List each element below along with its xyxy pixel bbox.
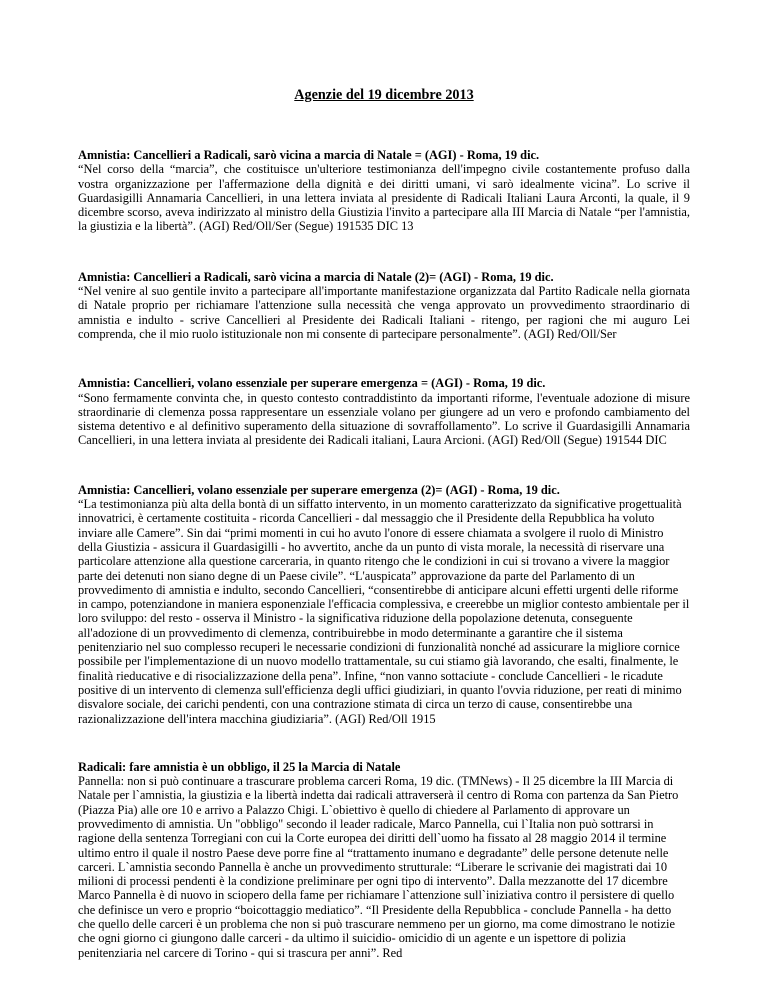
- news-item: [78, 148, 690, 234]
- news-body: “La testimonianza più alta della bontà di un siffatto intervento, in un momento caratterizzato da significative progettualità innovatrici, è certamente costituita - ricorda Cancellieri - dal messaggio che il Presidente della Repubblica ha voluto inviare alle Camere”. Sin dai “primi momenti in cui ho avuto l'onore di essere chiamata a svolgere il ruolo di Ministro della Giustizia - assicura il Guardasigilli - ho avvertito, anche da un punto di vista morale, la necessità di riservare una particolare attenzione alla questione carceraria, in quanto ritengo che le condizioni in cui si trovano a vivere la maggior parte dei detenuti non siano degne di un Paese civile”. “L'auspicata” approvazione da parte del Parlamento di un provvedimento di amnistia e indulto, secondo Cancellieri, “consentirebbe di anticipare alcuni effetti urgenti delle riforme in campo, potenziandone in maniera esponenziale l'efficacia complessiva, e creerebbe un miglior contesto ambientale per il loro sviluppo: del resto - osserva il Ministro - la significativa riduzione della popolazione detenuta, conseguente all'adozione di un provvedimento di clemenza, contribuirebbe in modo determinante a garantire che il sistema penitenziario nel suo complesso recuperi le necessarie condizioni di funzionalità nonché ad assicurare la migliore cornice possibile per l'implementazione di un nuovo modello trattamentale, su cui stiamo già lavorando, che esalti, finalmente, le finalità rieducative e di risocializzazione della pena”. Infine, “non vanno sottaciute - conclude Cancellieri - le ricadute positive di un intervento di clemenza sull'efficienza degli uffici giudiziari, in quanto l'ovvia riduzione, per reati di minimo disvalore sociale, dei carichi pendenti, con una contrazione stimata di circa un terzo di cause, consentirebbe una razionalizzazione dell'intera macchina giudiziaria”. (AGI) Red/Oll 1915: [78, 497, 690, 726]
- news-body: “Nel corso della “marcia”, che costituisce un'ulteriore testimonianza dell'impegno civile costantemente profuso dalla vostra organizzazione per l'affermazione della dignità e dei diritti umani, vi sarò idealmente vicina”. Lo scrive il Guardasigilli Annamaria Cancellieri, in una lettera inviata al presidente di Radicali Italiani Laura Arconti, la quale, il 9 dicembre scorso, aveva indirizzato al ministro della Giustizia l'invito a partecipare alla III Marcia di Natale “per l'amnistia, la giustizia e la libertà”. (AGI) Red/Oll/Ser (Segue) 191535 DIC 13: [78, 162, 690, 234]
- news-item: [78, 760, 690, 960]
- news-headline: Amnistia: Cancellieri a Radicali, sarò vicina a marcia di Natale (2)= (AGI) - Roma, 19 dic.: [78, 269, 554, 284]
- news-headline: Amnistia: Cancellieri a Radicali, sarò vicina a marcia di Natale = (AGI) - Roma, 19 dic.: [78, 148, 540, 162]
- news-item: [78, 483, 690, 726]
- article-list: [78, 148, 690, 960]
- news-body: Pannella: non si può continuare a trascurare problema carceri Roma, 19 dic. (TMNews) - Il 25 dicembre la III Marcia di Natale per l`amnistia, la giustizia e la libertà indetta dai radicali attraverserà il centro di Roma con partenza da San Pietro (Piazza Pia) alle ore 10 e arrivo a Palazzo Chigi. L`obiettivo è quello di chiedere al Parlamento di approvare un provvedimento di amnistia. Un "obbligo" secondo il leader radicale, Marco Pannella, cui l`Italia non può sottrarsi in ragione della sentenza Torregiani con cui la Corte europea dei diritti dell`uomo ha fissato al 28 maggio 2014 il termine ultimo entro il quale il nostro Paese deve porre fine al “trattamento inumano e degradante” delle persone detenute nelle carceri. L`amnistia secondo Pannella è anche un provvedimento strutturale: “Liberare le scrivanie dei magistrati dai 10 milioni di processi pendenti è la condizione preliminare per ogni tipo di intervento”. Dalla mezzanotte del 17 dicembre Marco Pannella è di nuovo in sciopero della fame per richiamare l`attenzione sull`iniziativa contro il persistere di quello che definisce un vero e proprio “boicottaggio mediatico”. “Il Presidente della Repubblica - conclude Pannella - ha detto che quello delle carceri è un problema che non si può trascurare nemmeno per un giorno, ma come dimostrano le notizie che ogni giorno ci giungono dalle carceri - da ultimo il suicidio- omicidio di un agente e un ispettore di polizia penitenziaria nel carcere di Torino - qui si trascura per anni”. Red: [78, 774, 679, 960]
- news-item: [78, 376, 690, 447]
- news-item: [78, 270, 690, 341]
- news-headline: Amnistia: Cancellieri, volano essenziale per superare emergenza (2)= (AGI) - Roma, 19 dic.: [78, 482, 560, 497]
- news-headline: Amnistia: Cancellieri, volano essenziale per superare emergenza = (AGI) - Roma, 19 dic.: [78, 376, 546, 391]
- news-body: “Nel venire al suo gentile invito a partecipare all'importante manifestazione organizzata dal Partito Radicale nella giornata di Natale proprio per richiamare l'attenzione sulla necessità che venga approvato un provvedimento straordinario di amnistia e indulto - scrive Cancellieri al Presidente dei Radicali Italiani - ritengo, per ragioni che mi auguro Lei comprenda, che il mio ruolo istituzionale non mi consente di partecipare personalmente”. (AGI) Red/Oll/Ser: [78, 284, 690, 341]
- document-title: Agenzie del 19 dicembre 2013: [294, 87, 474, 103]
- news-body: “Sono fermamente convinta che, in questo contesto contraddistinto da importanti riforme, l'eventuale adozione di misure straordinarie di clemenza possa rappresentare un essenziale volano per giungere ad un vero e profondo cambiamento del sistema detentivo e al definitivo superamento della situazione di sovraffollamento”. Lo scrive il Guardasigilli Annamaria Cancellieri, in una lettera inviata al presidente dei Radicali italiani, Laura Arcioni. (AGI) Red/Oll (Segue) 191544 DIC: [78, 390, 690, 448]
- news-headline: Radicali: fare amnistia è un obbligo, il 25 la Marcia di Natale: [78, 759, 401, 774]
